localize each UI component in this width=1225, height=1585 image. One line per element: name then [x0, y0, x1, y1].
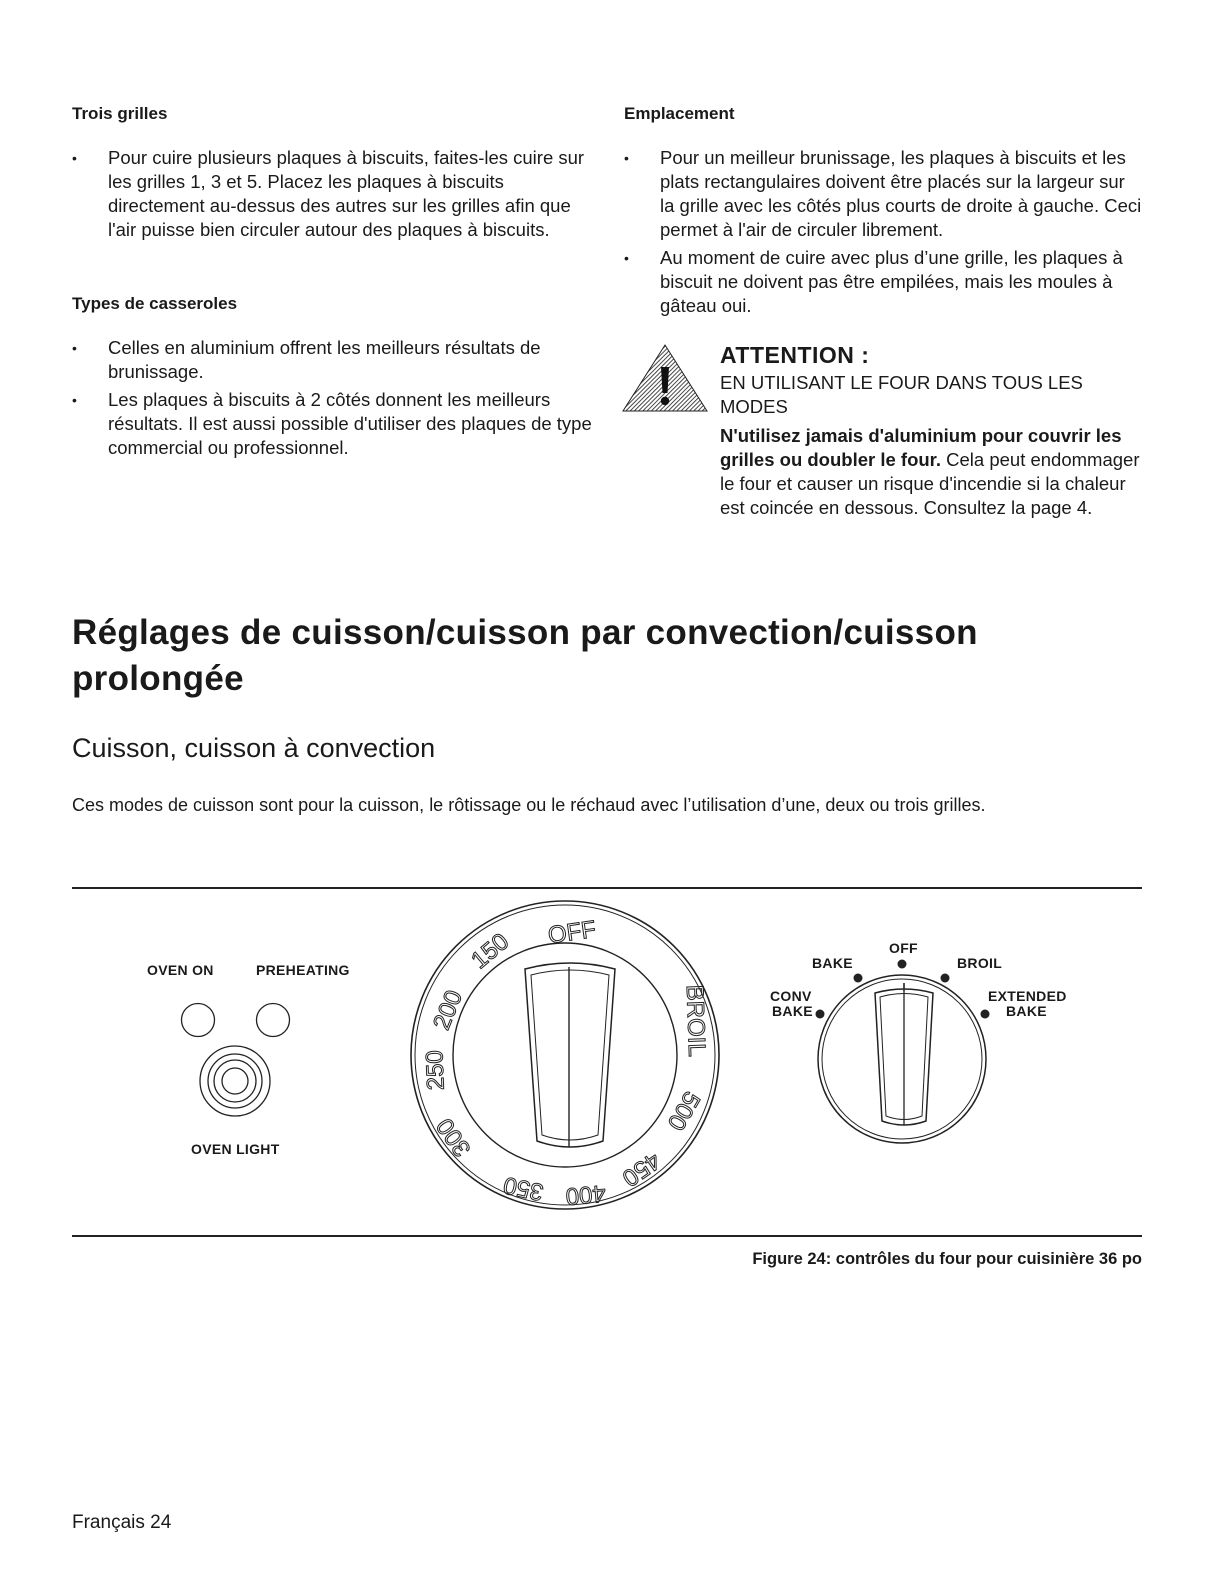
temp-label-off: OFF [546, 915, 598, 950]
mode-label-extended-bake: BAKE [1006, 1003, 1047, 1019]
temp-label-200: 200 [428, 986, 469, 1034]
list-item: • Celles en aluminium offrent les meilleurs résultats de brunissage. [72, 336, 592, 384]
figure-caption: Figure 24: contrôles du four pour cuisinière 36 po [752, 1250, 1142, 1268]
section-title-types-casseroles: Types de casseroles [72, 294, 238, 313]
divider-top [72, 887, 1142, 889]
attention-title: ATTENTION : [720, 342, 870, 368]
oven-light-switch[interactable] [200, 1046, 270, 1116]
mode-label-off: OFF [889, 940, 918, 956]
temp-label-250: 250 [421, 1049, 450, 1091]
mode-label-extended: EXTENDED [988, 988, 1067, 1004]
temp-label-450: 450 [617, 1146, 666, 1192]
temperature-dial[interactable] [405, 895, 725, 1215]
section-title-trois-grilles: Trois grilles [72, 104, 168, 123]
page-title: Réglages de cuisson/cuisson par convection/cuisson prolongée [72, 613, 978, 698]
mode-label-conv: CONV [770, 988, 812, 1004]
list-item: • Pour cuire plusieurs plaques à biscuits, faites-les cuire sur les grilles 1, 3 et 5. Placez les plaques à biscuits directement au-dessus des autres sur les grilles afin que l'air puisse bien circuler autour des plaques à biscuits. [72, 146, 592, 242]
mode-dot-off [898, 960, 907, 969]
attention-bold-text: N'utilisez jamais d'aluminium pour couvrir les grilles ou doubler le four. [720, 425, 1122, 470]
indicator-panel [178, 1000, 298, 1140]
bullet-list-emplacement [624, 146, 1144, 322]
mode-label-bake: BAKE [812, 955, 853, 971]
page-number: Français 24 [72, 1512, 172, 1533]
attention-text: Cela peut endommager le four et causer un risque d'incendie si la chaleur est coincée en dessous. Consultez la page 4. [720, 449, 1140, 518]
temp-label-broil: BROIL [680, 984, 711, 1058]
intro-text: Ces modes de cuisson sont pour la cuisson, le rôtissage ou le réchaud avec l’utilisation d’une, deux ou trois grilles. [72, 795, 986, 815]
bullet-list-types-casseroles [72, 336, 592, 464]
mode-dial[interactable] [790, 955, 1003, 1150]
attention-subtitle: EN UTILISANT LE FOUR DANS TOUS LES MODES [720, 372, 1083, 417]
temp-label-150: 150 [466, 928, 515, 975]
mode-dot-extended-bake [981, 1010, 990, 1019]
preheating-label: PREHEATING [256, 962, 350, 978]
mode-label-broil: BROIL [957, 955, 1003, 971]
mode-dot-conv-bake [816, 1010, 825, 1019]
temp-label-350: 350 [501, 1170, 546, 1206]
section-title-emplacement: Emplacement [624, 104, 735, 123]
temp-label-400: 400 [564, 1179, 607, 1210]
mode-label-conv-bake: BAKE [772, 1003, 813, 1019]
oven-on-label: OVEN ON [147, 962, 214, 978]
list-item: • Pour un meilleur brunissage, les plaques à biscuits et les plats rectangulaires doivent être placés sur la largeur sur la grille avec les côtés plus courts de droite à gauche. Ceci permet à l'air de circuler librement. [624, 146, 1144, 242]
attention-body [720, 424, 1142, 520]
preheating-indicator-light [257, 1004, 290, 1037]
temp-label-300: 300 [431, 1113, 477, 1162]
list-item: • Les plaques à biscuits à 2 côtés donnent les meilleurs résultats. Il est aussi possible d'utiliser des plaques de type commercial ou professionnel. [72, 388, 592, 460]
section-subtitle: Cuisson, cuisson à convection [72, 733, 436, 763]
divider-bottom [72, 1235, 1142, 1237]
temp-label-500: 500 [661, 1086, 706, 1135]
mode-dot-bake [854, 974, 863, 983]
bullet-list-trois-grilles [72, 146, 592, 246]
oven-light-label: OVEN LIGHT [191, 1141, 280, 1157]
warning-triangle-icon [621, 343, 709, 413]
list-item: • Au moment de cuire avec plus d’une grille, les plaques à biscuit ne doivent pas être empilées, mais les moules à gâteau oui. [624, 246, 1144, 318]
oven-on-indicator-light [182, 1004, 215, 1037]
mode-dot-broil [941, 974, 950, 983]
